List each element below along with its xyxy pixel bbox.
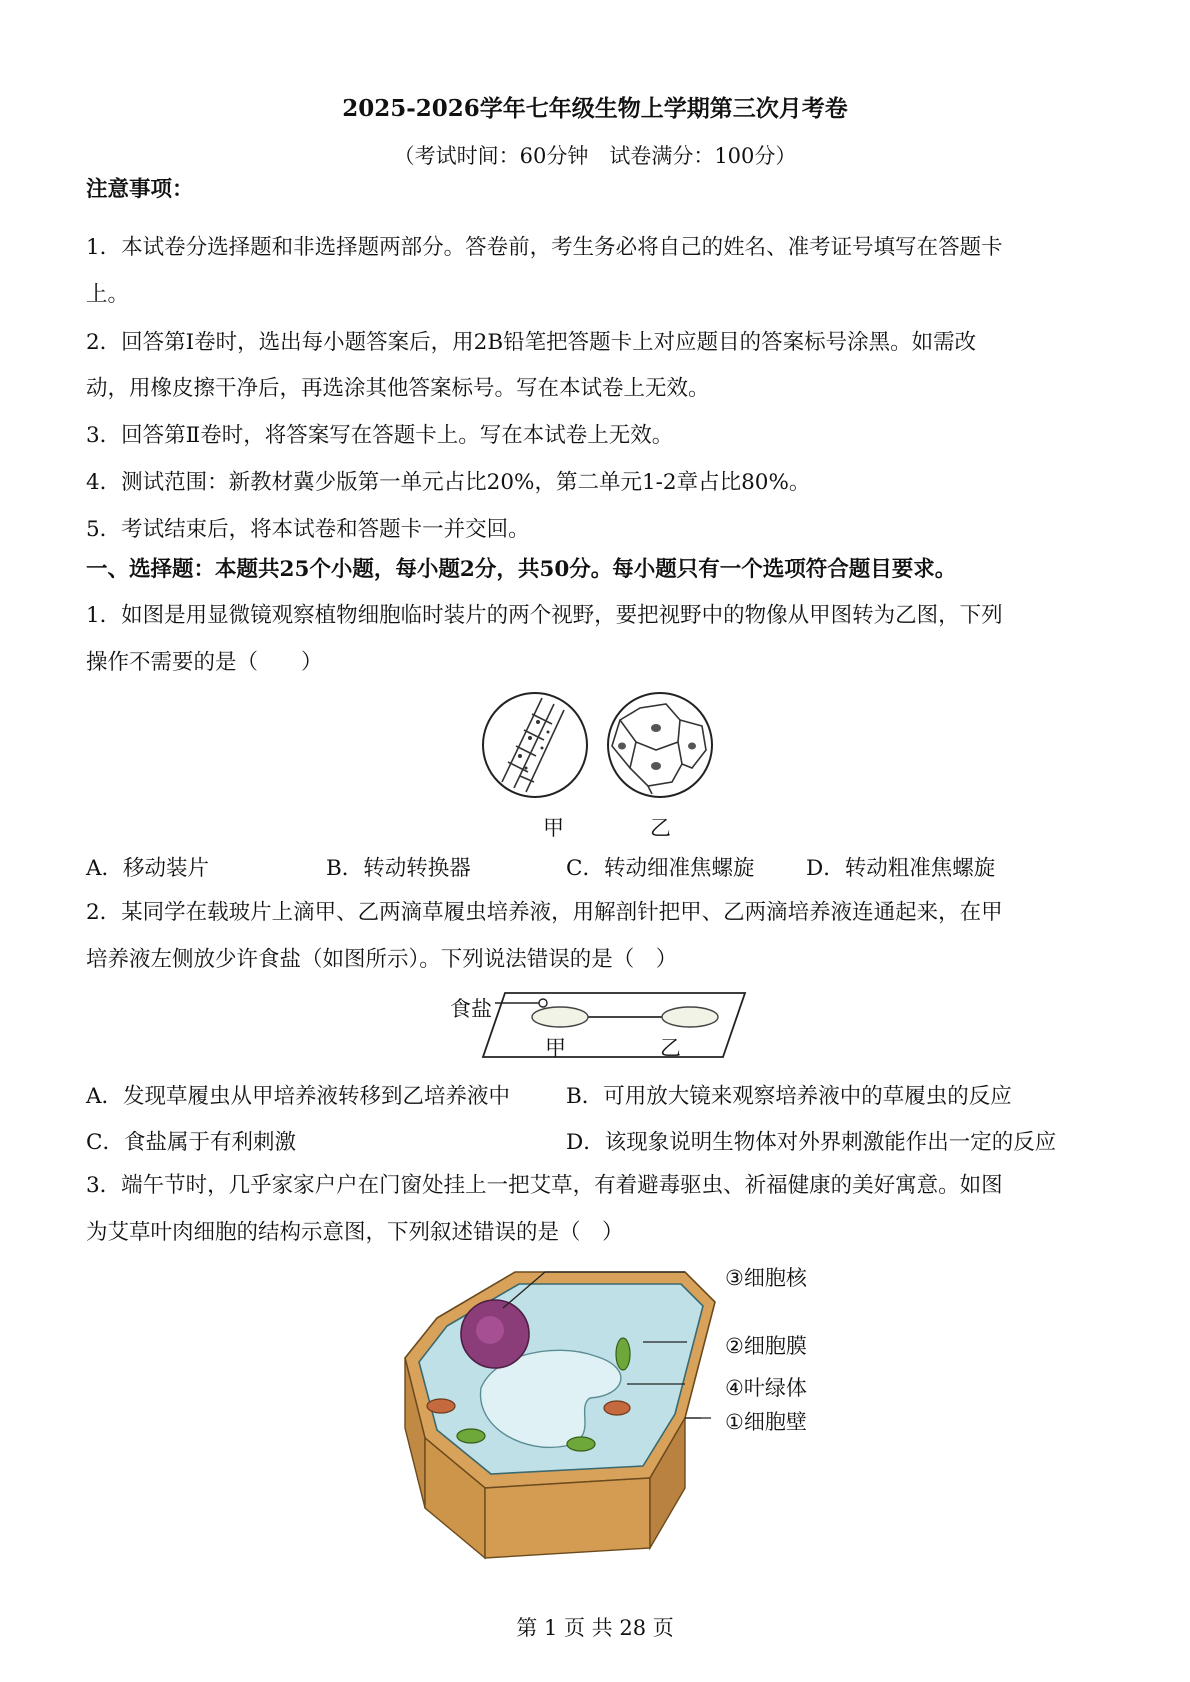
figure-label-yi: 乙 [650,816,671,840]
option-b: B．转动转换器 [326,856,471,881]
question-2-text: 2．某同学在载玻片上滴甲、乙两滴草履虫培养液，用解剖针把甲、乙两滴培养液连通起来，在甲 [86,900,1003,925]
question-1-text: 操作不需要的是（ ） [86,650,323,675]
option-a: A．移动装片 [86,856,210,881]
label-membrane: ②细胞膜 [725,1334,807,1358]
drop-yi [662,1007,718,1027]
exam-title: 2025-2026学年七年级生物上学期第三次月考卷 [342,95,848,122]
notice-line: 3．回答第Ⅱ卷时，将答案写在答题卡上。写在本试卷上无效。 [86,423,674,448]
view-jia [483,693,587,797]
option-b: B．可用放大镜来观察培养液中的草履虫的反应 [566,1084,1012,1109]
option-a: A．发现草履虫从甲培养液转移到乙培养液中 [86,1084,511,1109]
option-c: C．转动细准焦螺旋 [566,856,755,881]
question-3-text: 为艾草叶肉细胞的结构示意图，下列叙述错误的是（ ） [86,1220,624,1245]
notice-line: 1．本试卷分选择题和非选择题两部分。答卷前，考生务必将自己的姓名、准考证号填写在答题卡 [86,235,1003,260]
option-d: D．该现象说明生物体对外界刺激能作出一定的反应 [566,1130,1057,1155]
microscope-views-figure [480,690,730,805]
chloroplast [567,1437,595,1451]
question-3-text: 3．端午节时，几乎家家户户在门窗处挂上一把艾草，有着避毒驱虫、祈福健康的美好寓意。如图 [86,1173,1003,1198]
notice-line: 2．回答第Ⅰ卷时，选出每小题答案后，用2B铅笔把答题卡上对应题目的答案标号涂黑。如需改 [86,330,977,355]
page-number: 第 1 页 共 28 页 [516,1616,674,1640]
section-heading: 一、选择题：本题共25个小题，每小题2分，共50分。每小题只有一个选项符合题目要求。 [86,557,957,582]
mitochondrion [604,1401,630,1415]
question-2-text: 培养液左侧放少许食盐（如图所示）。下列说法错误的是（ ） [86,947,678,972]
exam-subtitle: （考试时间：60分钟 试卷满分：100分） [393,144,797,168]
option-d: D．转动粗准焦螺旋 [806,856,996,881]
option-c: C．食盐属于有利刺激 [86,1130,296,1155]
label-nucleus: ③细胞核 [725,1266,807,1290]
drop-label-jia: 甲 [545,1036,566,1060]
notice-line: 动，用橡皮擦干净后，再选涂其他答案标号。写在本试卷上无效。 [86,376,710,401]
drop-label-yi: 乙 [660,1036,681,1060]
chloroplast [457,1429,485,1443]
question-1-text: 1．如图是用显微镜观察植物细胞临时装片的两个视野，要把视野中的物像从甲图转为乙图，下列 [86,603,1003,628]
drop-jia [532,1007,588,1027]
mitochondrion [427,1399,455,1413]
salt-label: 食盐 [450,997,492,1021]
chloroplast [616,1338,630,1370]
label-chloroplast: ④叶绿体 [725,1376,807,1400]
figure-label-jia: 甲 [543,816,564,840]
notice-heading: 注意事项： [86,177,194,202]
label-cell-wall: ①细胞壁 [725,1410,807,1434]
view-yi [608,693,712,797]
notice-line: 5．考试结束后，将本试卷和答题卡一并交回。 [86,517,530,542]
notice-line: 4．测试范围：新教材冀少版第一单元占比20%，第二单元1-2章占比80%。 [86,470,811,495]
notice-line: 上。 [86,282,130,307]
